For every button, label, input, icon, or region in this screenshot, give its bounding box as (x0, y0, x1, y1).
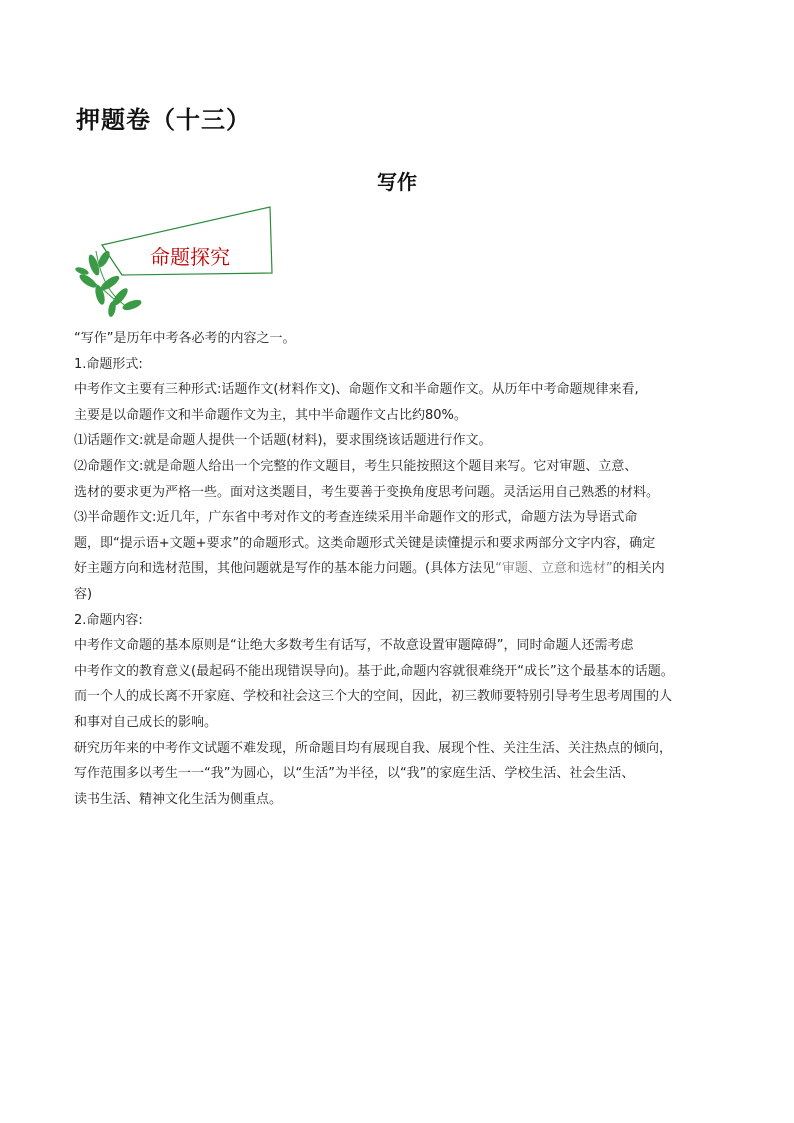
para-4-line: ⑶半命题作文:近几年，广东省中考对作文的考查连续采用半命题作文的形式，命题方法为导语式命 (74, 510, 638, 526)
para-5-line: 中考作文的教育意义(最起码不能出现错误导向)。基于此,命题内容就很难绕开“成长”这个最基本的话题。 (74, 663, 674, 679)
para-6-line: 研究历年来的中考作文试题不难发现，所命题目均有展现自我、展现个性、关注生活、关注热点的倾向， (74, 740, 673, 756)
intro-line: “写作”是历年中考各必考的内容之一。 (74, 331, 296, 346)
heading-2: 2.命题内容: (74, 612, 143, 628)
para-4-line: 题，即“提示语+文题+要求”的命题形式。这类命题形式关键是读懂提示和要求两部分文字内容，确定 (74, 535, 656, 551)
para-3-line: ⑵命题作文:就是命题人给出一个完整的作文题目，考生只能按照这个题目来写。它对审题、立意、 (74, 458, 638, 474)
section-title: 写作 (377, 170, 417, 194)
para-4-text: 好主题方向和选材范围，其他问题就是写作的基本能力问题。(具体方法见 (74, 561, 496, 577)
para-4-line: 容) (74, 586, 93, 602)
para-1-line: 中考作文主要有三种形式:话题作文(材料作文)、命题作文和半命题作文。从历年中考命题规律来看, (74, 382, 639, 398)
para-4-quote: “审题、立意和选材” (495, 561, 613, 577)
para-4-line (74, 556, 734, 582)
para-6-line: 读书生活、精神文化生活为侧重点。 (74, 791, 283, 807)
para-2-line: ⑴话题作文:就是命题人提供一个话题(材料)，要求围绕该话题进行作文。 (74, 433, 492, 449)
para-4-tail: 的相关内 (612, 561, 665, 577)
heading-1: 1.命题形式: (74, 356, 143, 372)
document-title: 押题卷（十三） (76, 106, 251, 134)
para-3-line: 选材的要求更为严格一些。面对这类题目，考生要善于变换角度思考问题。灵活运用自己熟悉的材料。 (74, 484, 660, 500)
para-5-line: 中考作文命题的基本原则是“让绝大多数考生有话写，不故意设置审题障碍”，同时命题人还需考虑 (74, 638, 634, 654)
para-5-line: 和事对自己成长的影响。 (74, 714, 218, 730)
banner-label: 命题探究 (150, 245, 230, 269)
para-6-line: 写作范围多以考生一一“我”为圆心，以“生活”为半径，以“我”的家庭生活、学校生活、社会生活、 (74, 766, 635, 782)
para-1-line: 主要是以命题作文和半命题作文为主，其中半命题作文占比约80%。 (74, 407, 467, 423)
body-text (74, 326, 734, 812)
para-5-line: 而一个人的成长离不开家庭、学校和社会这三个大的空间，因此，初三教师要特别引导考生思考周围的人 (74, 689, 673, 705)
